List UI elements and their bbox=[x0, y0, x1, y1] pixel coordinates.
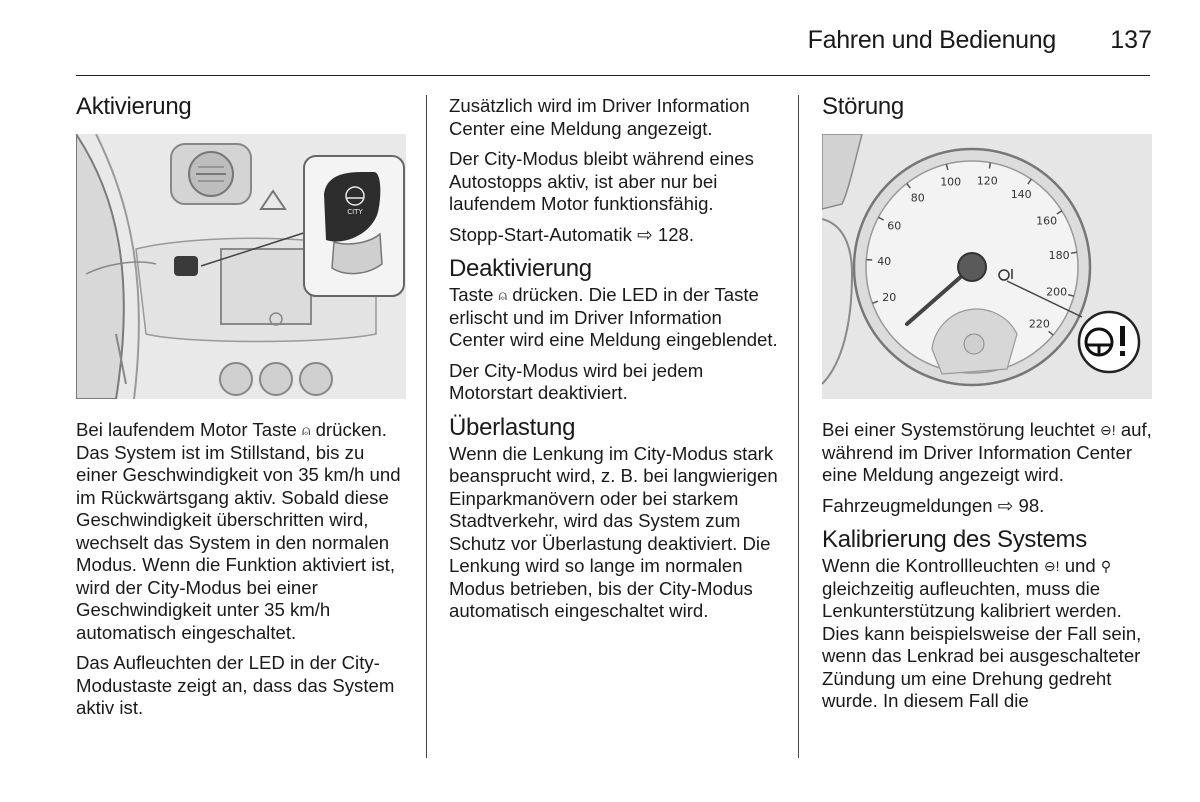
reference-arrow-icon: ⇨ bbox=[637, 223, 653, 245]
gauge-tick-mark bbox=[1071, 252, 1077, 253]
column-right bbox=[822, 92, 1152, 713]
gauge-tick-mark bbox=[989, 163, 990, 169]
paragraph-aktivierung-1 bbox=[76, 419, 406, 644]
column-divider-right bbox=[798, 95, 799, 758]
gauge-tick-label: 20 bbox=[882, 291, 897, 305]
text-fragment: Taste bbox=[449, 284, 494, 305]
gauge-tick-label: 80 bbox=[910, 191, 925, 205]
text-fragment: Bei einer Systemstörung leuchtet bbox=[822, 419, 1095, 440]
reference-arrow-icon: ⇨ bbox=[997, 494, 1014, 516]
reference-page: 98. bbox=[1018, 494, 1045, 516]
paragraph-deaktivierung-2: Der City-Modus wird bei jedem Motorstart deaktiviert. bbox=[449, 359, 704, 403]
text-fragment: Wenn die Kontrollleuchten bbox=[822, 555, 1039, 576]
paragraph-dic-meldung: Zusätzlich wird im Driver Information Center eine Meldung angezeigt. bbox=[449, 95, 750, 139]
header-rule bbox=[76, 75, 1150, 76]
power-steering-icon: ⚲ bbox=[1100, 558, 1112, 574]
figure-speedometer bbox=[822, 134, 1152, 399]
column-divider-left bbox=[426, 95, 427, 758]
heading-kalibrierung: Kalibrierung des Systems bbox=[822, 526, 1087, 553]
gauge-tick-label: 40 bbox=[877, 254, 892, 268]
heading-aktivierung: Aktivierung bbox=[76, 93, 192, 120]
reference-text: Fahrzeugmeldungen bbox=[822, 494, 993, 516]
figure-dashboard-city-button bbox=[76, 134, 406, 399]
steering-warning-icon: ⊖! bbox=[1043, 558, 1060, 574]
heading-stoerung: Störung bbox=[822, 93, 904, 120]
gauge-tick-label: 180 bbox=[1048, 248, 1070, 262]
city-mode-icon: ⍝ bbox=[302, 422, 311, 438]
page-number: 137 bbox=[1110, 26, 1152, 54]
gauge-tick-label: 120 bbox=[976, 174, 998, 188]
text-fragment: Bei laufendem Motor Taste bbox=[76, 419, 297, 440]
gauge-tick-label: 140 bbox=[1010, 188, 1032, 201]
paragraph-ueberlastung: Wenn die Lenkung im City-Modus stark beansprucht wird, z. B. bei langwierigen Einparkmanövern oder bei starkem Stadtverkehr, wird das System zum Schutz vor Überlastung deaktiviert. Die Lenkung wird so lange im normalen Modus betrieben, bis der City-Modus automatisch eingeschaltet wird. bbox=[449, 442, 778, 621]
city-mode-icon: ⍝ bbox=[498, 287, 508, 303]
paragraph-stoerung bbox=[822, 419, 1152, 487]
gauge-tick-label: 100 bbox=[940, 175, 962, 189]
column-left bbox=[76, 92, 406, 728]
figure-city-label: CITY bbox=[347, 208, 363, 216]
paragraph-aktivierung-2: Das Aufleuchten der LED in der City-Modustaste zeigt an, dass das System aktiv ist. bbox=[76, 652, 395, 718]
steering-warning-icon: ⊖! bbox=[1100, 422, 1116, 438]
gauge-tick-label: 220 bbox=[1028, 317, 1050, 331]
text-fragment: drücken. Die LED in der Taste erlischt und im Driver Information Center wird eine Meldung eingeblendet. bbox=[449, 284, 778, 350]
heading-deaktivierung: Deaktivierung bbox=[449, 255, 592, 282]
heading-ueberlastung: Überlastung bbox=[449, 413, 576, 441]
text-fragment: auf, während im Driver Information Center eine Meldung angezeigt wird. bbox=[822, 419, 1152, 485]
text-fragment: drücken. Das System ist im Stillstand, bis zu einer Geschwindigkeit von 35 km/h und im Rückwärtsgang aktiv. Sobald diese Geschwindigkeit überschritten wird, wechselt das System in den normalen Modus. Wenn die Funktion aktiviert ist, wird der City-Modus bei einer Geschwindigkeit unter 35 km/h automatisch eingeschaltet. bbox=[76, 419, 401, 643]
paragraph-autostopp: Der City-Modus bleibt während eines Autostopps aktiv, ist aber nur bei laufendem Motor funktionsfähig. bbox=[449, 148, 754, 214]
reference-page: 128. bbox=[657, 223, 695, 245]
running-header-title: Fahren und Bedienung bbox=[807, 26, 1056, 54]
gauge-tick-label: 60 bbox=[887, 219, 902, 233]
column-middle bbox=[449, 95, 779, 631]
text-fragment: und bbox=[1064, 555, 1096, 576]
paragraph-kalibrierung bbox=[822, 555, 1152, 713]
cross-reference-stopp-start bbox=[449, 224, 779, 247]
cross-reference-fahrzeugmeldungen bbox=[822, 495, 1152, 518]
gauge-tick-label: 160 bbox=[1036, 214, 1058, 228]
text-fragment: gleichzeitig aufleuchten, muss die Lenkunterstützung kalibriert werden. Dies kann beispielsweise der Fall sein, wenn das Lenkrad bei ausgeschalteter Zündung um eine Drehung gedreht wurde. In diesem Fall die bbox=[822, 577, 1142, 711]
paragraph-deaktivierung-1 bbox=[449, 284, 779, 352]
reference-text: Stopp-Start-Automatik bbox=[449, 223, 632, 245]
gauge-tick-label: 200 bbox=[1046, 285, 1068, 299]
